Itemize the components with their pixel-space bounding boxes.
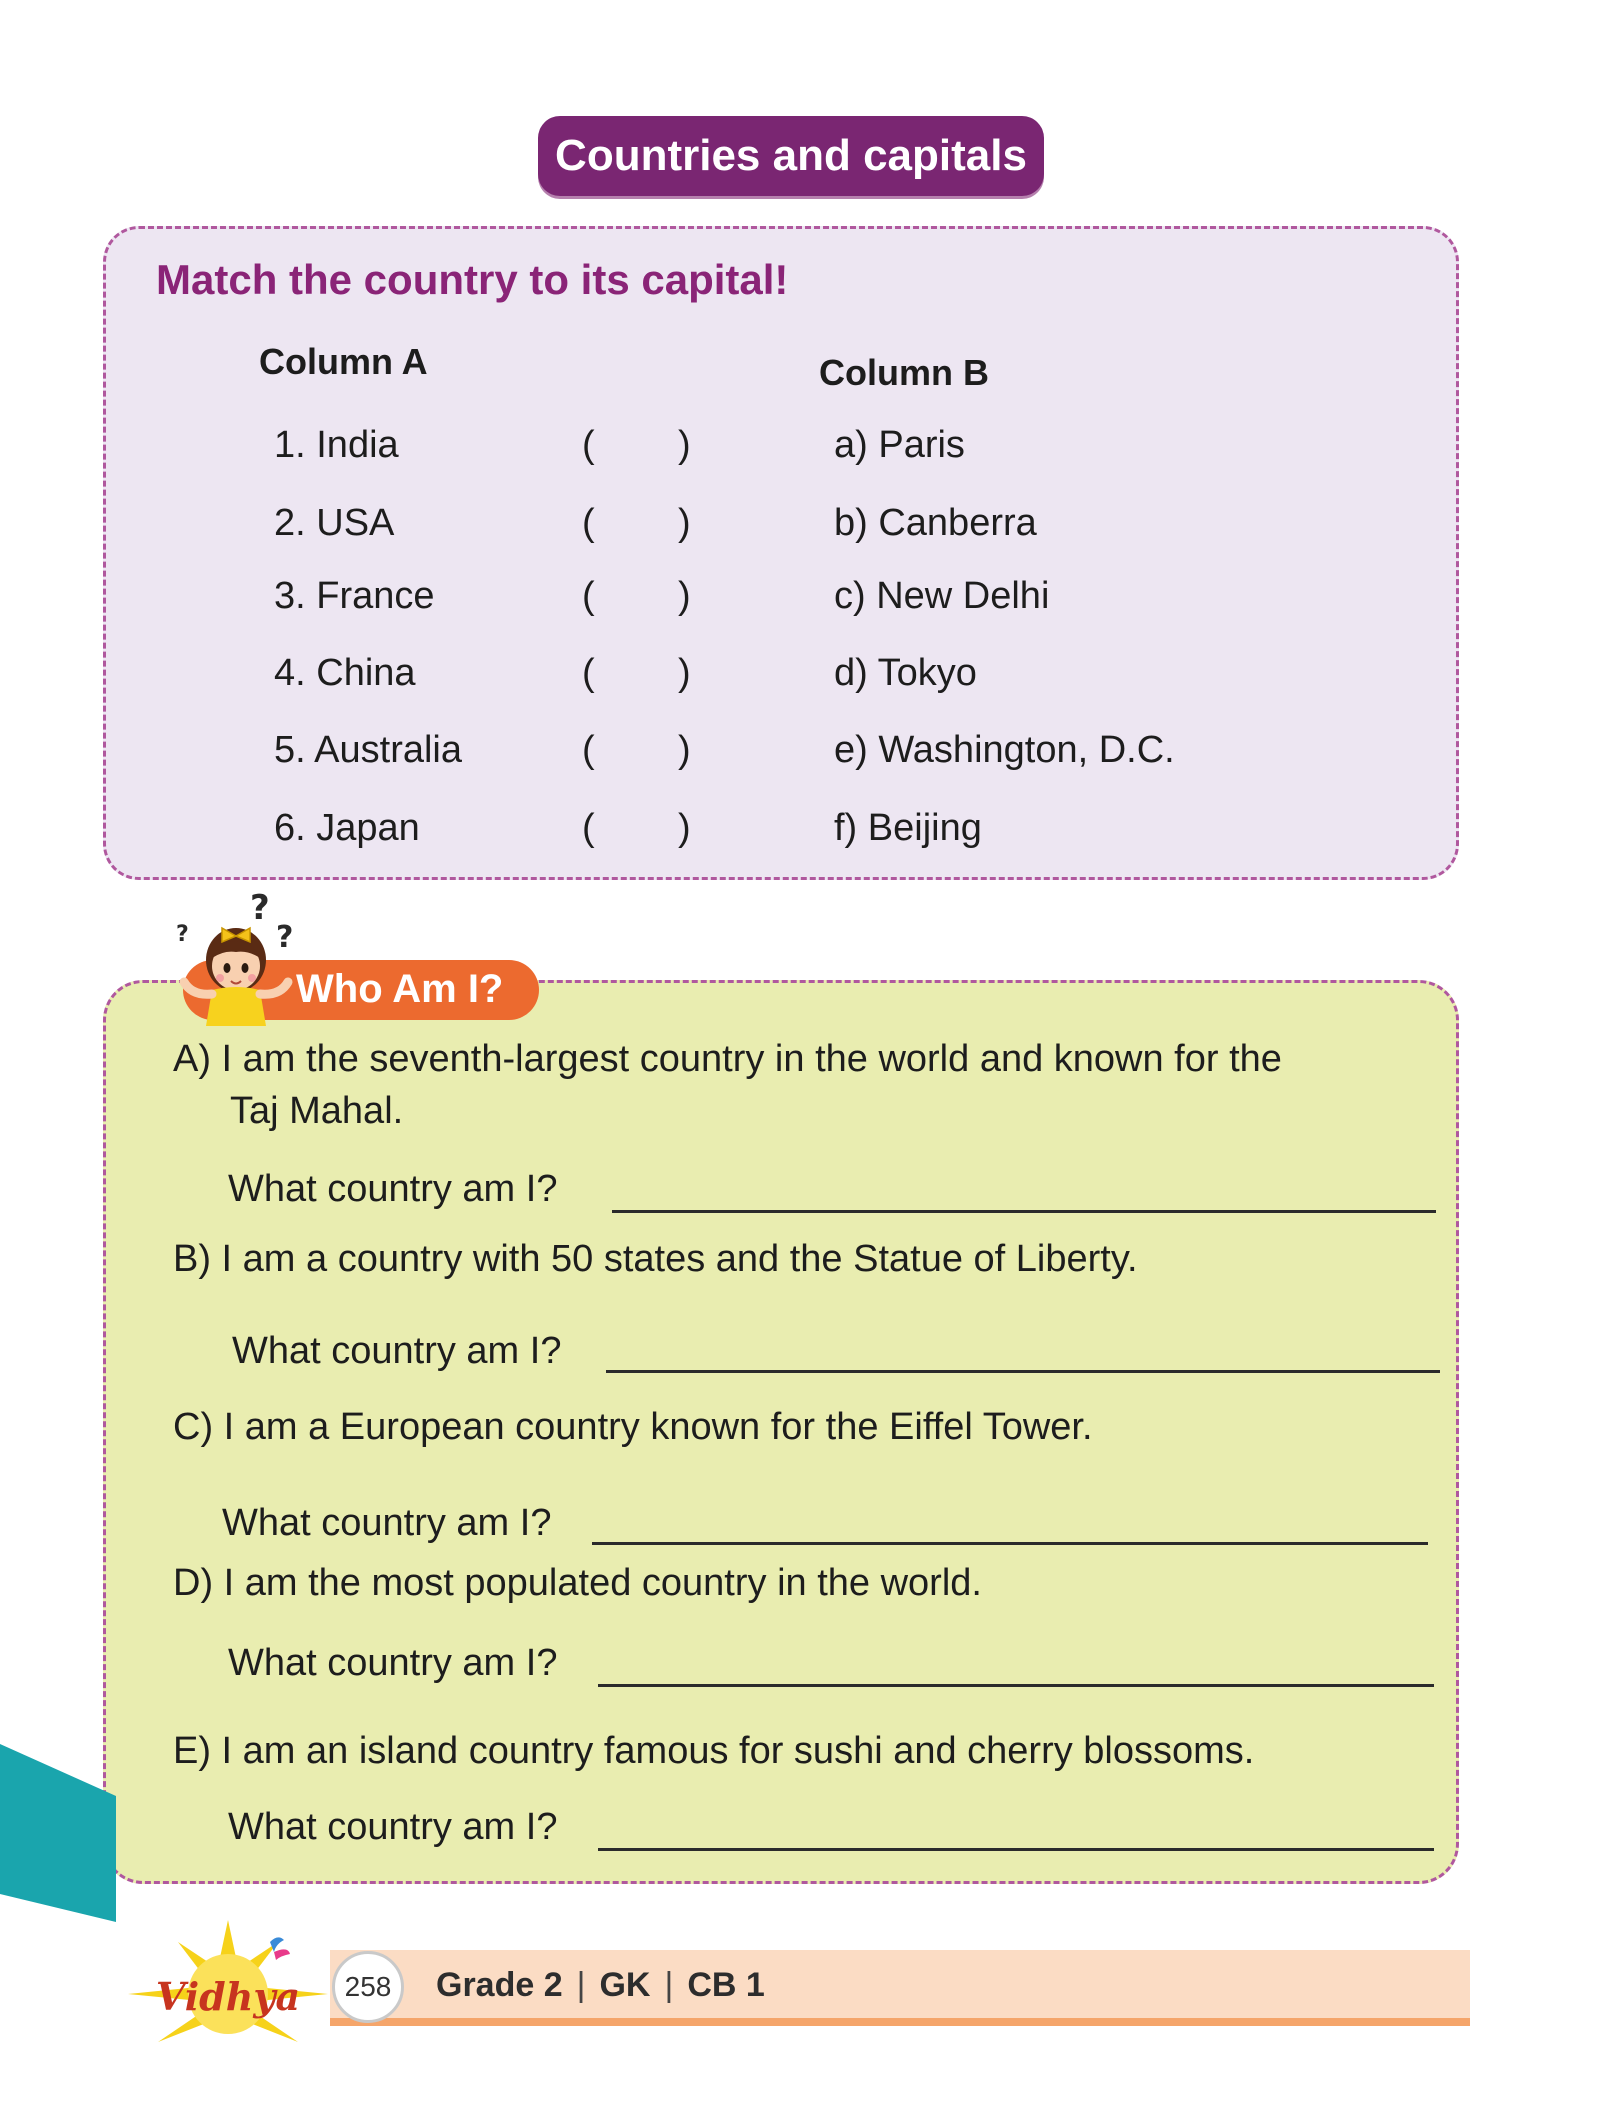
page-number-badge (332, 1951, 404, 2023)
answer-prompt: What country am I? (232, 1330, 562, 1372)
capital-item: e) Washington, D.C. (834, 729, 1175, 771)
answer-prompt: What country am I? (228, 1168, 558, 1210)
answer-paren-close: ) (678, 575, 691, 617)
footer-bar-accent (330, 2018, 1470, 2026)
question-statement: A) I am the seventh-largest country in the world and known for the (173, 1038, 1282, 1080)
answer-line[interactable] (612, 1210, 1436, 1213)
country-item: 1. India (274, 424, 399, 466)
answer-prompt: What country am I? (222, 1502, 552, 1544)
answer-paren-close: ) (678, 807, 691, 849)
answer-paren-close: ) (678, 652, 691, 694)
answer-paren-open[interactable]: ( (582, 424, 595, 466)
question-mark-icon: ? (250, 888, 270, 928)
match-row (106, 424, 1456, 484)
answer-paren-open[interactable]: ( (582, 652, 595, 694)
vidhya-logo (118, 1912, 338, 2062)
question-mark-icon: ? (176, 922, 189, 947)
country-item: 4. China (274, 652, 416, 694)
page-title-text: Countries and capitals (555, 131, 1027, 180)
column-b-header: Column B (819, 352, 989, 393)
answer-line[interactable] (598, 1848, 1434, 1851)
who-am-i-label: Who Am I? (296, 967, 504, 1011)
answer-paren-open[interactable]: ( (582, 575, 595, 617)
match-heading: Match the country to its capital! (156, 256, 789, 303)
country-item: 3. France (274, 575, 435, 617)
match-row (106, 502, 1456, 562)
footer-book-info (436, 1966, 765, 2005)
page-title (538, 116, 1044, 196)
country-item: 6. Japan (274, 807, 420, 849)
question-mark-icon: ? (276, 920, 294, 955)
answer-prompt: What country am I? (228, 1806, 558, 1848)
answer-line[interactable] (592, 1542, 1428, 1545)
answer-paren-close: ) (678, 729, 691, 771)
answer-paren-close: ) (678, 424, 691, 466)
capital-item: d) Tokyo (834, 652, 977, 694)
footer-separator: | (664, 1966, 674, 2004)
column-a-header: Column A (259, 341, 428, 382)
answer-paren-open[interactable]: ( (582, 807, 595, 849)
answer-line[interactable] (598, 1684, 1434, 1687)
match-row (106, 575, 1456, 635)
question-statement: C) I am a European country known for the Eiffel Tower. (173, 1406, 1093, 1448)
answer-line[interactable] (606, 1370, 1440, 1373)
question-statement: E) I am an island country famous for sushi and cherry blossoms. (173, 1730, 1255, 1772)
capital-item: c) New Delhi (834, 575, 1050, 617)
answer-prompt: What country am I? (228, 1642, 558, 1684)
question-statement-continued: Taj Mahal. (230, 1090, 404, 1132)
answer-paren-open[interactable]: ( (582, 729, 595, 771)
capital-item: b) Canberra (834, 502, 1037, 544)
country-item: 2. USA (274, 502, 395, 544)
footer-subject: GK (599, 1966, 651, 2004)
capital-item: f) Beijing (834, 807, 982, 849)
girl-character-icon (170, 888, 306, 1028)
match-row (106, 807, 1456, 867)
answer-paren-open[interactable]: ( (582, 502, 595, 544)
match-section (103, 226, 1459, 880)
footer-grade: Grade 2 (436, 1966, 563, 2004)
capital-item: a) Paris (834, 424, 965, 466)
footer-book: CB 1 (687, 1966, 765, 2004)
country-item: 5. Australia (274, 729, 462, 771)
question-statement: B) I am a country with 50 states and the Statue of Liberty. (173, 1238, 1138, 1280)
page-number: 258 (344, 1971, 392, 2002)
logo-text: Vidhya (155, 1974, 301, 2019)
footer-separator: | (576, 1966, 586, 2004)
match-row (106, 652, 1456, 712)
question-statement: D) I am the most populated country in the world. (173, 1562, 982, 1604)
match-row (106, 729, 1456, 789)
answer-paren-close: ) (678, 502, 691, 544)
teal-corner-decoration (0, 1744, 116, 1922)
